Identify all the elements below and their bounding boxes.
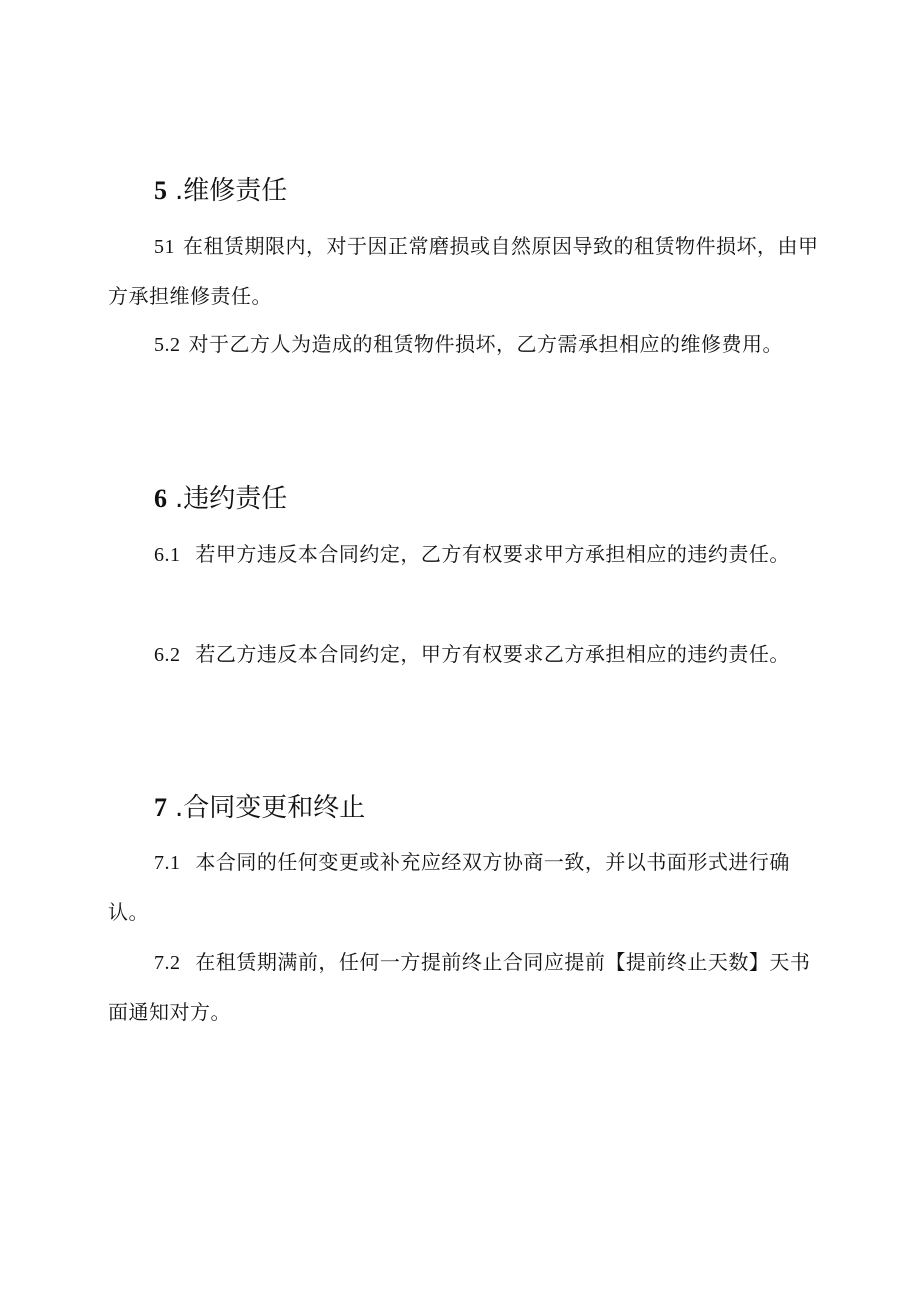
clause-text: 若甲方违反本合同约定，乙方有权要求甲方承担相应的违约责任。 [188, 542, 790, 566]
clause-number: 7.2 [154, 952, 181, 974]
clause-5-2 [108, 320, 828, 370]
clause-number: 6.1 [154, 544, 181, 566]
clause-7-2 [108, 938, 828, 1037]
clause-number: 6.2 [154, 644, 181, 666]
clause-text: 在租赁期满前，任何一方提前终止合同应提前【提前终止天数】天书面通知对方。 [108, 950, 811, 1024]
section-title: .违约责任 [175, 484, 288, 514]
clause-6-1 [108, 530, 828, 580]
section-heading-7 [154, 792, 365, 824]
clause-6-2 [108, 630, 828, 680]
clause-number: 51 [154, 236, 175, 258]
section-heading-5 [154, 175, 287, 207]
clause-text: 若乙方违反本合同约定，甲方有权要求乙方承担相应的违约责任。 [188, 642, 790, 666]
clause-number: 7.1 [154, 852, 181, 874]
clause-5-1 [108, 222, 828, 321]
clause-text: 本合同的任何变更或补充应经双方协商一致，并以书面形式进行确认。 [108, 850, 790, 924]
section-title: .合同变更和终止 [175, 793, 366, 823]
section-number: 7 [154, 793, 167, 822]
clause-text: 对于乙方人为造成的租赁物件损坏，乙方需承担相应的维修费用。 [188, 332, 783, 356]
clause-7-1 [108, 838, 828, 937]
section-heading-6 [154, 483, 287, 515]
section-number: 5 [154, 176, 167, 205]
clause-number: 5.2 [154, 334, 181, 356]
clause-text: 在租赁期限内，对于因正常磨损或自然原因导致的租赁物件损坏，由甲方承担维修责任。 [108, 234, 819, 308]
section-number: 6 [154, 484, 167, 513]
section-title: .维修责任 [175, 176, 288, 206]
